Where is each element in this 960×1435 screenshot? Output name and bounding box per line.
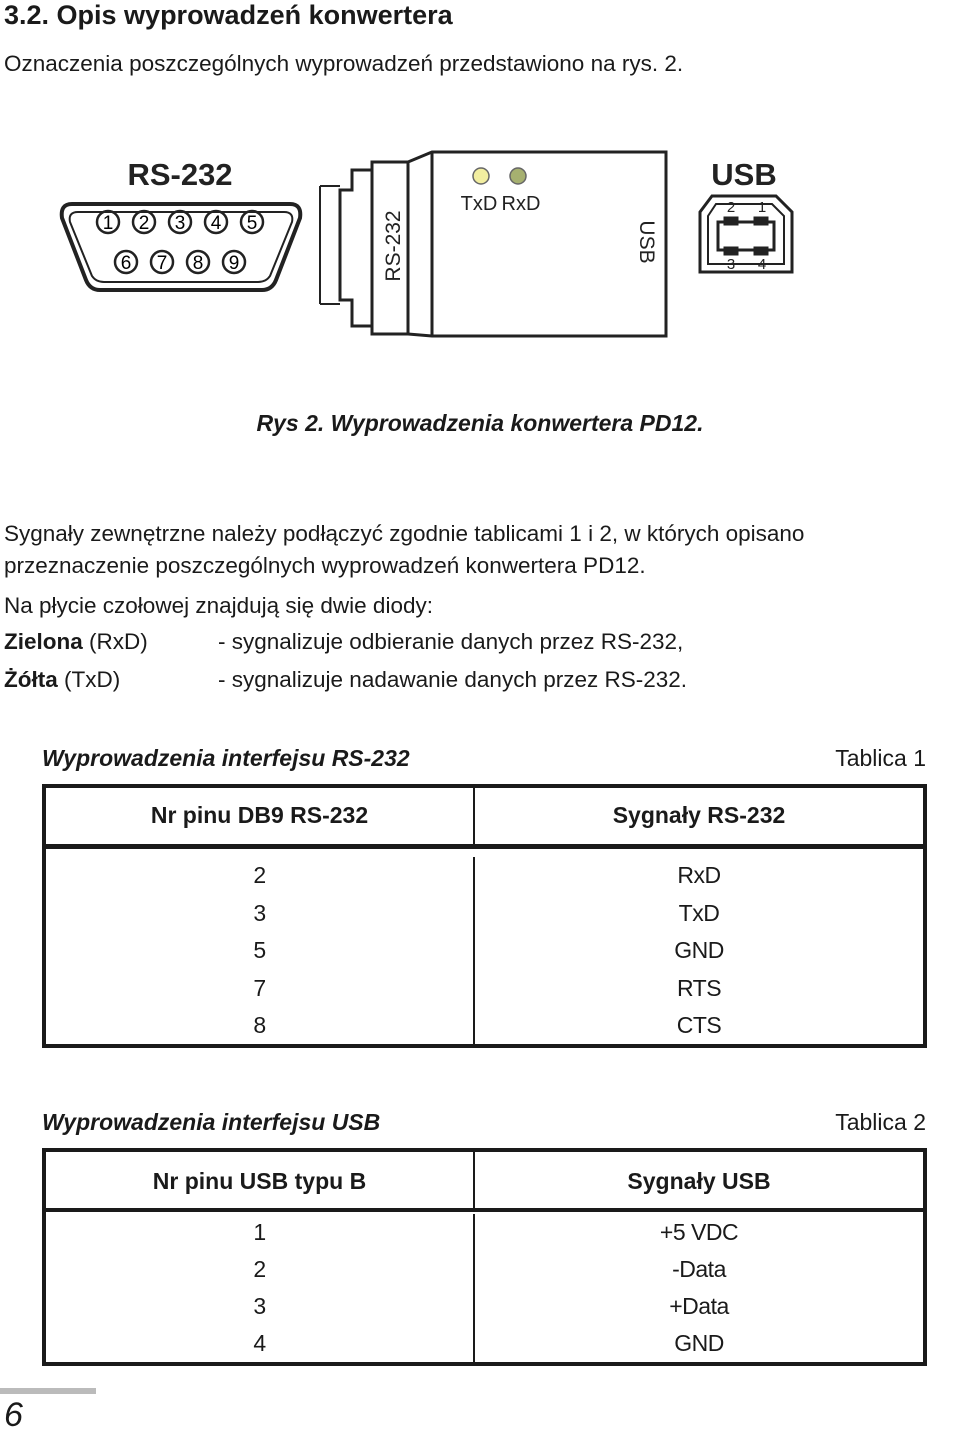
- footer-divider: [0, 1388, 96, 1394]
- led-txd-label: TxD: [460, 193, 498, 215]
- table1-title: Wyprowadzenia interfejsu RS-232: [42, 745, 410, 771]
- pin-label: 3: [174, 213, 186, 234]
- led-rxd-icon: [510, 168, 526, 184]
- diode-row: [4, 626, 148, 657]
- diode-description: - sygnalizuje odbieranie danych przez RS-232,: [218, 629, 684, 654]
- pin-label: 2: [138, 213, 150, 234]
- table1: [42, 784, 927, 1048]
- table-cell: RTS: [676, 974, 722, 1001]
- usb-pin-label: 4: [757, 256, 767, 273]
- table-cell: TxD: [678, 899, 720, 926]
- table-cell: RxD: [677, 862, 721, 888]
- table-header: [46, 788, 923, 848]
- db9-connector-icon: [62, 204, 301, 290]
- led-txd-icon: [473, 168, 489, 184]
- diode-name: Zielona: [4, 629, 83, 654]
- page-number: 6: [4, 1396, 23, 1434]
- table-cell: 8: [253, 1012, 266, 1038]
- figure-caption: Rys 2. Wyprowadzenia konwertera PD12.: [256, 410, 704, 436]
- table-header-cell: Nr pinu DB9 RS-232: [46, 788, 475, 844]
- diode-name: Żółta: [4, 667, 58, 692]
- table2-title: Wyprowadzenia interfejsu USB: [42, 1109, 381, 1135]
- table-body: [46, 1212, 923, 1362]
- table-header-cell: Sygnały USB: [627, 1168, 771, 1194]
- paragraph-line: Na płycie czołowej znajdują się dwie diody:: [4, 593, 433, 618]
- pin-label: 9: [228, 253, 240, 274]
- body-label-usb: USB: [635, 220, 658, 264]
- intro-text: Oznaczenia poszczególnych wyprowadzeń przedstawiono na rys. 2.: [4, 51, 684, 76]
- table-cell: CTS: [676, 1012, 722, 1038]
- table-cell: 1: [253, 1219, 266, 1245]
- pin-label: 8: [192, 253, 204, 274]
- usb-pin-label: 1: [757, 199, 767, 216]
- table-cell: +Data: [669, 1293, 729, 1319]
- table-cell: GND: [674, 1330, 724, 1356]
- diode-signal: (TxD): [64, 667, 121, 692]
- converter-figure: [0, 140, 960, 400]
- led-rxd-label: RxD: [501, 193, 541, 215]
- table1-number: Tablica 1: [835, 745, 926, 771]
- table-cell: 2: [253, 862, 266, 888]
- table-cell: 3: [253, 899, 266, 926]
- table-header: [46, 1152, 923, 1212]
- table-body: [46, 849, 923, 1045]
- pin-label: 6: [120, 253, 132, 274]
- usb-pin-label: 2: [726, 199, 736, 216]
- usb-pin-label: 3: [726, 256, 736, 273]
- table-cell: 4: [253, 1330, 266, 1356]
- pin-label: 5: [246, 213, 258, 234]
- figure-label-usb: USB: [711, 157, 777, 192]
- diode-description: - sygnalizuje nadawanie danych przez RS-232.: [218, 667, 688, 692]
- diode-signal: (RxD): [89, 629, 148, 654]
- paragraph-line: Sygnały zewnętrzne należy podłączyć zgodnie tablicami 1 i 2, w których opisano: [4, 521, 805, 546]
- pin-label: 1: [102, 213, 114, 234]
- diode-row: [4, 664, 120, 695]
- usb-b-connector-icon: [700, 196, 792, 272]
- table2-number: Tablica 2: [835, 1109, 926, 1135]
- pin-label: 4: [210, 213, 222, 234]
- table-cell: -Data: [672, 1256, 726, 1282]
- table2: [42, 1148, 927, 1366]
- body-label-rs232: RS-232: [382, 210, 405, 282]
- table-cell: 2: [253, 1256, 266, 1282]
- section-title: 3.2. Opis wyprowadzeń konwertera: [4, 0, 453, 30]
- table-cell: 3: [253, 1293, 266, 1319]
- paragraph-line: przeznaczenie poszczególnych wyprowadzeń konwertera PD12.: [4, 553, 646, 578]
- converter-body-icon: [320, 152, 666, 336]
- table-cell: +5 VDC: [659, 1219, 739, 1245]
- figure-label-rs232: RS-232: [127, 157, 233, 192]
- pin-label: 7: [156, 253, 168, 274]
- table-cell: GND: [674, 937, 724, 963]
- table-header-cell: Nr pinu USB typu B: [46, 1152, 475, 1208]
- table-cell: 5: [253, 937, 266, 963]
- table-header-cell: Sygnały RS-232: [612, 802, 786, 828]
- table-cell: 7: [253, 974, 266, 1001]
